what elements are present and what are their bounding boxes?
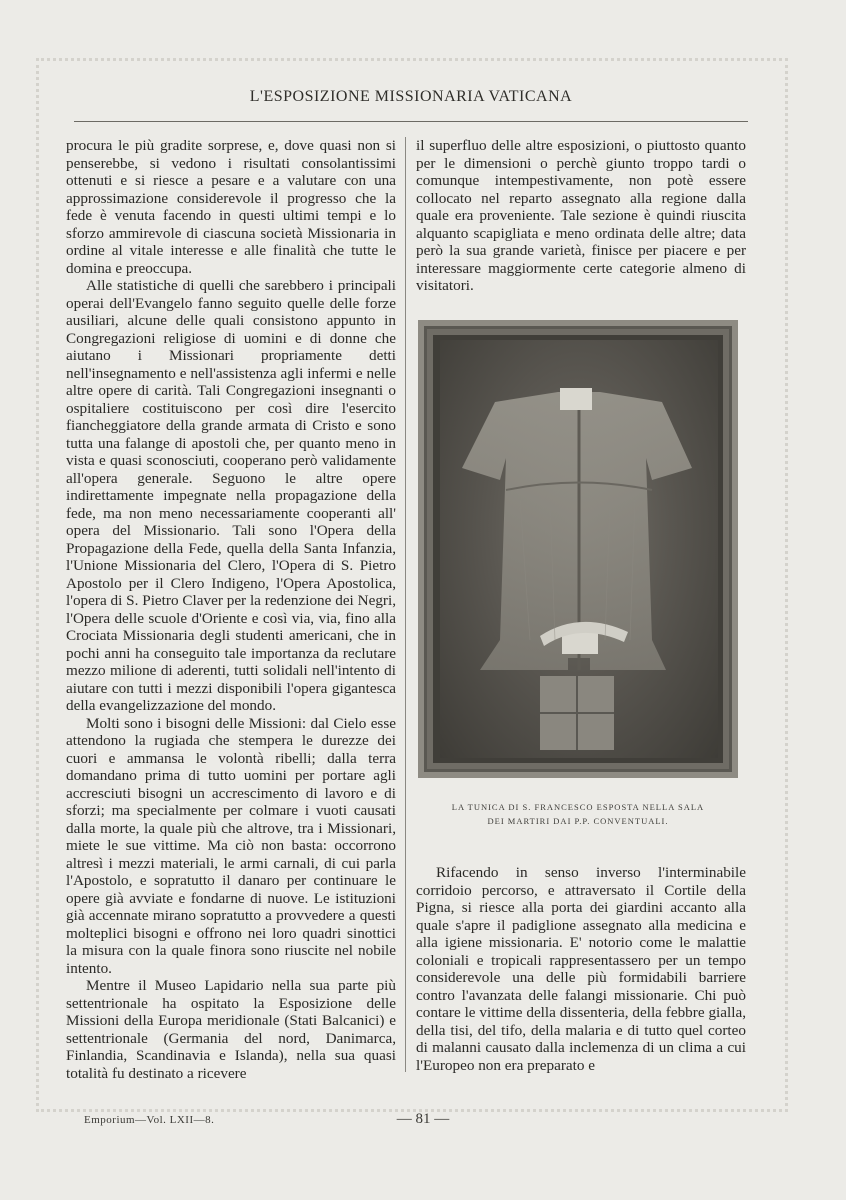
paragraph: procura le più gradite sorprese, e, dove quasi non si penserebbe, si vedono i risultati consolantissimi ottenuti e si riesce a pesare e a valutare con una approssimazione considerevole il progresso che la fede è venuta facendo in questi ultimi tempi e lo sforzo ammirevole di ciascuna società Missionaria in ordine al vitale interesse e alle finalità che tutte le domina e preoccupa. — [66, 137, 396, 277]
left-column — [66, 137, 396, 1082]
figure-caption — [418, 800, 738, 828]
paragraph: il superfluo delle altre esposizioni, o piuttosto quanto per le dimensioni o perchè giunto troppo tardi o comunque intempestivamente, non potè essere collocato nel reparto assegnato alla regione dalla quale era proveniente. Tale sezione è quindi riuscita alquanto scapigliata e meno ordinata delle altre; data però la sua grande varietà, finisce per piacere e per interessare maggiormente certe categorie almeno di visitatori. — [416, 137, 746, 294]
header-rule — [74, 121, 748, 122]
tunic-illustration — [440, 340, 718, 758]
caption-line: LA TUNICA DI S. FRANCESCO ESPOSTA NELLA SALA — [451, 802, 705, 812]
right-column-bottom — [416, 864, 746, 1074]
page-number: — 81 — — [396, 1111, 450, 1127]
column-divider — [405, 137, 406, 1072]
footer-journal: Emporium—Vol. LXII—8. — [84, 1114, 215, 1126]
paragraph: Alle statistiche di quelli che sarebbero i principali operai dell'Evangelo fanno seguito quelle delle forze ausiliari, alcune delle quali consistono appunto in Congregazioni religiose di uomini e di donne che aiutano i Missionari propriamente detti nell'insegnamento e nell'assistenza agli infermi e nelle altre opere di carità. Tali Congregazioni insegnanti o ospitaliere costituiscono per così dire l'esercito fiancheggiatore della grande armata di Cristo e sono tutta una falange di apostoli che, per quanto meno in vista e quasi sconosciuti, cooperano però validamente all'opera generale. Seguono le altre opere indirettamente impegnate nella propagazione della fede, ma non meno necessariamente cooperanti all' opera del Missionario. Tali sono l'Opera della Propagazione della Fede, quella della Santa Infanzia, l'Unione Missionaria del Clero, l'Opera di S. Pietro Apostolo per il Clero Indigeno, l'Opera Apostolica, l'opera di S. Pietro Claver per la redenzione dei Negri, l'Opera delle scuole d'Oriente e così via, via, fino alla Crociata Missionaria degli studenti americani, che in pochi anni ha conseguito tale importanza da reclutare mezzo milione di aderenti, tutti solidali nell'intento di aiutare con tutti i mezzi disponibili l'opera gigantesca della evangelizzazione del mondo. — [66, 277, 396, 714]
tunic-photograph — [418, 320, 738, 778]
paragraph: Rifacendo in senso inverso l'interminabile corridoio percorso, e attraversato il Cortile della Pigna, si riesce alla porta dei giardini accanto alla quale s'apre il padiglione assegnato alla medicina e alla igiene missionaria. E' notorio come le malattie coloniali e tropicali rappresentassero per un tempo considerevole una delle più formidabili barriere contro l'avanzata delle falangi missionarie. Chi può contare le vittime della dissenteria, della febbre gialla, della tisi, del tifo, della malaria e di tutto quel corteo di malanni causato dalla inclemenza di un clima a cui l'Europeo non era preparato e — [416, 864, 746, 1074]
photo-image — [440, 340, 718, 758]
caption-line: DEI MARTIRI DAI P.P. CONVENTUALI. — [487, 816, 669, 826]
paragraph: Mentre il Museo Lapidario nella sua parte più settentrionale ha ospitato la Esposizione delle Missioni della Europa meridionale (Stati Balcanici) e settentrionale (Germania del nord, Danimarca, Finlandia, Scandinavia e Islanda), nella sua quasi totalità fu destinato a ricevere — [66, 977, 396, 1082]
running-header: L'ESPOSIZIONE MISSIONARIA VATICANA — [249, 88, 573, 105]
right-column-top — [416, 137, 746, 295]
paragraph: Molti sono i bisogni delle Missioni: dal Cielo esse attendono la rugiada che stempera le durezze dei cuori e ammansa le volontà ribelli; dalla terra domandano prima di tutto uomini per portare agli accresciuti bisogni un accrescimento di lavoro e di sforzi; ma specialmente per colmare i vuoti causati dalla morte, la quale più che altrove, tra i Missionari, miete le sue vittime. Ma ciò non basta: occorrono altresì i mezzi materiali, le armi carnali, di cui parla l'Apostolo, e sopratutto il danaro per continuare le opere già avviate e fondarne di nuove. Le istituzioni già accennate mirano sopratutto a provvedere a questi molteplici bisogni e offrono nei loro quadri sinottici la misura con la quale finora sono riuscite nel nobile intento. — [66, 714, 396, 977]
